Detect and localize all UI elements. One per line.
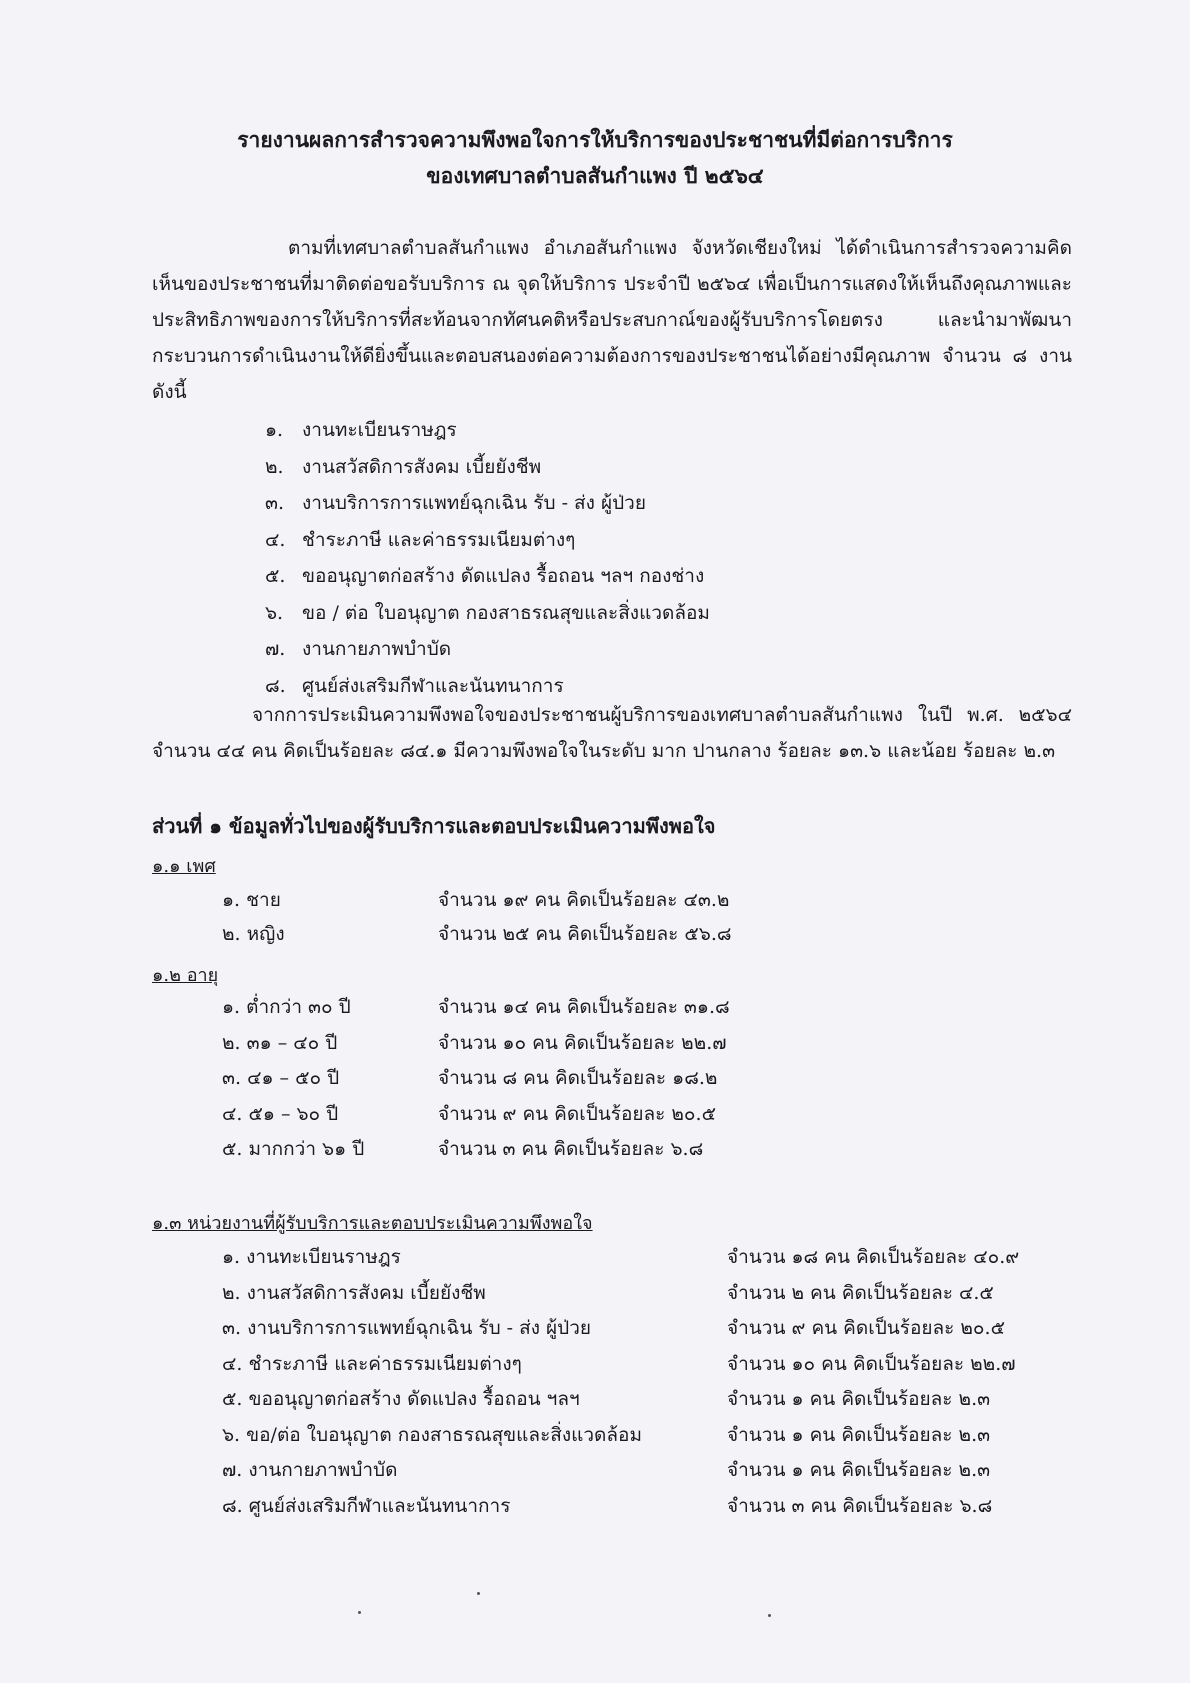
scan-speck — [477, 1592, 480, 1595]
gender-label: ๒. หญิง — [222, 923, 285, 945]
age-label: ๔. ๕๑ – ๖๐ ปี — [222, 1103, 339, 1125]
gender-value: จำนวน ๒๕ คน คิดเป็นร้อยละ ๕๖.๘ — [438, 923, 732, 945]
gender-label: ๑. ชาย — [222, 889, 281, 911]
unit-heading: ๑.๓ หน่วยงานที่ผู้รับบริการและตอบประเมินความพึงพอใจ — [152, 1213, 593, 1234]
gender-heading: ๑.๑ เพศ — [152, 856, 216, 877]
list-item: ๖. ขอ / ต่อ ใบอนุญาต กองสาธรณสุขและสิ่งแวดล้อม — [265, 601, 710, 624]
age-value: จำนวน ๓ คน คิดเป็นร้อยละ ๖.๘ — [438, 1138, 704, 1160]
report-title-line-2: ของเทศบาลตำบลสันกำแพง ปี ๒๕๖๔ — [426, 163, 764, 188]
intro-paragraph: ตามที่เทศบาลตำบลสันกำแพง อำเภอสันกำแพง จังหวัดเชียงใหม่ ได้ดำเนินการสำรวจความคิดเห็นของประชาชนที่มาติดต่อขอรับบริการ ณ จุดให้บริการ ประจำปี ๒๕๖๔ เพื่อเป็นการแสดงให้เห็นถึงคุณภาพและประสิทธิภาพของการให้บริการที่สะท้อนจากทัศนคติหรือประสบกาณ์ของผู้รับบริการโดยตรง และนำมาพัฒนากระบวนการดำเนินงานให้ดียิ่งขึ้นและตอบสนองต่อความต้องการของประชาชนได้อย่างมีคุณภาพ จำนวน ๘ งาน ดังนี้ — [152, 237, 1072, 403]
unit-value: จำนวน ๙ คน คิดเป็นร้อยละ ๒๐.๕ — [727, 1317, 1005, 1339]
unit-value: จำนวน ๓ คน คิดเป็นร้อยละ ๖.๘ — [727, 1495, 993, 1517]
age-value: จำนวน ๑๔ คน คิดเป็นร้อยละ ๓๑.๘ — [438, 996, 730, 1018]
unit-value: จำนวน ๑ คน คิดเป็นร้อยละ ๒.๓ — [727, 1424, 991, 1446]
age-value: จำนวน ๑๐ คน คิดเป็นร้อยละ ๒๒.๗ — [438, 1032, 727, 1054]
unit-label: ๗. งานกายภาพบำบัด — [222, 1459, 398, 1481]
scan-speck — [358, 1611, 361, 1614]
unit-label: ๑. งานทะเบียนราษฎร — [222, 1246, 401, 1268]
age-value: จำนวน ๘ คน คิดเป็นร้อยละ ๑๘.๒ — [438, 1067, 718, 1089]
age-value: จำนวน ๙ คน คิดเป็นร้อยละ ๒๐.๕ — [438, 1103, 716, 1125]
section-1-title: ส่วนที่ ๑ ข้อมูลทั่วไปของผู้รับบริการและตอบประเมินความพึงพอใจ — [152, 814, 716, 838]
unit-label: ๖. ขอ/ต่อ ใบอนุญาต กองสาธรณสุขและสิ่งแวดล้อม — [222, 1424, 642, 1446]
unit-value: จำนวน ๑ คน คิดเป็นร้อยละ ๒.๓ — [727, 1459, 991, 1481]
unit-label: ๘. ศูนย์ส่งเสริมกีฬาและนันทนาการ — [222, 1495, 511, 1517]
unit-label: ๒. งานสวัสดิการสังคม เบี้ยยังชีพ — [222, 1282, 486, 1304]
list-item: ๕. ขออนุญาตก่อสร้าง ดัดแปลง รื้อถอน ฯลฯ กองช่าง — [265, 565, 705, 587]
unit-value: จำนวน ๑ คน คิดเป็นร้อยละ ๒.๓ — [727, 1388, 991, 1410]
list-item: ๘. ศูนย์ส่งเสริมกีฬาและนันทนาการ — [265, 674, 564, 697]
unit-label: ๕. ขออนุญาตก่อสร้าง ดัดแปลง รื้อถอน ฯลฯ — [222, 1388, 580, 1410]
unit-value: จำนวน ๑๘ คน คิดเป็นร้อยละ ๔๐.๙ — [727, 1246, 1020, 1268]
list-item: ๒. งานสวัสดิการสังคม เบี้ยยังชีพ — [265, 455, 542, 478]
age-label: ๓. ๔๑ – ๕๐ ปี — [222, 1067, 340, 1089]
summary-paragraph: จากการประเมินความพึงพอใจของประชาชนผู้บริการของเทศบาลตำบลสันกำแพง ในปี พ.ศ. ๒๕๖๔ จำนวน ๔๔ คน คิดเป็นร้อยละ ๘๔.๑ มีความพึงพอใจในระดับ มาก ปานกลาง ร้อยละ ๑๓.๖ และน้อย ร้อยละ ๒.๓ — [152, 704, 1072, 762]
scan-speck — [768, 1614, 771, 1617]
age-heading: ๑.๒ อายุ — [152, 965, 219, 986]
unit-label: ๔. ชำระภาษี และค่าธรรมเนียมต่างๆ — [222, 1353, 522, 1375]
service-task-list — [265, 412, 710, 704]
list-item: ๗. งานกายภาพบำบัด — [265, 638, 452, 660]
list-item: ๔. ชำระภาษี และค่าธรรมเนียมต่างๆ — [265, 528, 576, 551]
gender-value: จำนวน ๑๙ คน คิดเป็นร้อยละ ๔๓.๒ — [438, 889, 730, 911]
age-label: ๒. ๓๑ – ๔๐ ปี — [222, 1032, 338, 1054]
unit-label: ๓. งานบริการการแพทย์ฉุกเฉิน รับ - ส่ง ผู้ป่วย — [222, 1317, 592, 1339]
age-label: ๕. มากกว่า ๖๑ ปี — [222, 1138, 365, 1160]
list-item: ๓. งานบริการการแพทย์ฉุกเฉิน รับ - ส่ง ผู้ป่วย — [265, 492, 646, 514]
unit-value: จำนวน ๒ คน คิดเป็นร้อยละ ๔.๕ — [727, 1282, 994, 1304]
age-label: ๑. ต่ำกว่า ๓๐ ปี — [222, 996, 351, 1018]
unit-value: จำนวน ๑๐ คน คิดเป็นร้อยละ ๒๒.๗ — [727, 1353, 1016, 1375]
report-title-line-1: รายงานผลการสำรวจความพึงพอใจการให้บริการของประชาชนที่มีต่อการบริการ — [237, 127, 953, 152]
list-item: ๑. งานทะเบียนราษฎร — [265, 419, 457, 441]
